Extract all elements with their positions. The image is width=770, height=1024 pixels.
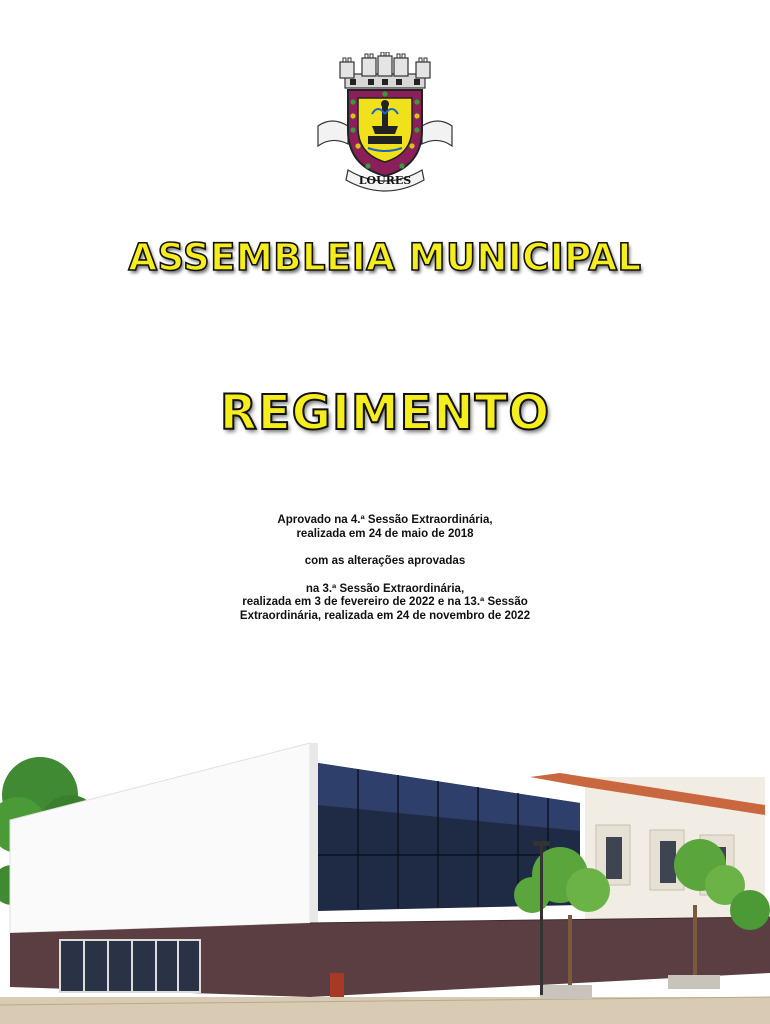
assembly-title: ASSEMBLEIA MUNICIPAL [128,236,642,279]
shield-icon [348,90,422,176]
coat-of-arms-image [310,52,460,192]
approval-line-2: realizada em 24 de maio de 2018 [296,527,474,540]
building-photo [0,735,770,1024]
crest-banner-text: LOURES [358,174,412,187]
municipal-coat-of-arms [310,52,460,192]
amendment-line-2: realizada em 3 de fevereiro de 2022 e na 13.ª Sessão [242,596,528,608]
assembly-building-image [0,735,770,1024]
approval-line-1: Aprovado na 4.ª Sessão Extraordinária, [277,514,493,526]
mural-crown-icon [340,52,430,88]
amendment-line-1: na 3.ª Sessão Extraordinária, [305,582,465,595]
document-title: REGIMENTO [219,385,551,441]
amendments-line: com as alterações aprovadas [304,555,466,567]
amendment-line-3: Extraordinária, realizada em 24 de novembro de 2022 [239,609,531,622]
approval-statement [0,514,770,623]
